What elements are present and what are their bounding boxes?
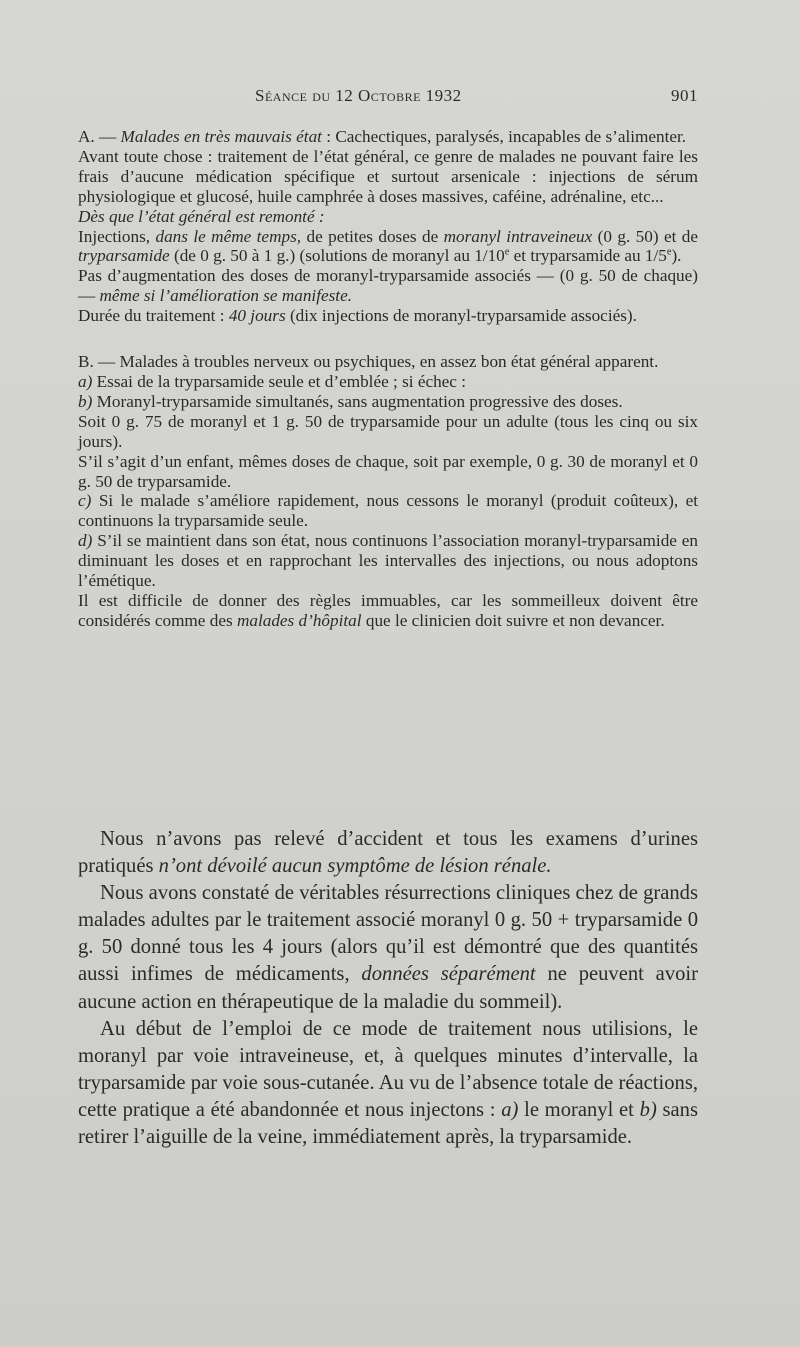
body-paragraph-1: Nous n’avons pas relevé d’accident et tous les examens d’urines pratiqués n’ont dévoilé aucun symptôme de lésion rénale. (78, 828, 698, 878)
section-a-paragraph-5: Durée du traitement : 40 jours (dix injections de moranyl-tryparsamide associés). (78, 306, 637, 326)
section-a-paragraph-1: Avant toute chose : traitement de l’état général, ce genre de malades ne pouvant faire les frais d’aucune médication spécifique et surtout arsenicale : injections de sérum physiologique et glucosé, huile camphrée à doses massives, caféine, adrénaline, etc... (78, 146, 698, 206)
section-b-final: Il est difficile de donner des règles immuables, car les sommeilleux doivent être considérés comme des malades d’hôpital que le clinicien doit suivre et non devancer. (78, 590, 698, 630)
body-paragraph-3: Au début de l’emploi de ce mode de traitement nous utilisions, le moranyl par voie intraveineuse, et, à quelques minutes d’intervalle, la tryparsamide par voie sous-cutanée. Au vu de l’absence totale de réactions, cette pratique a été abandonnée et nous injectons : a) le moranyl et b) sans retirer l’aiguille de la veine, immédiatement après, la tryparsamide. (78, 1017, 698, 1149)
section-b-item-c: c) Si le malade s’améliore rapidement, nous cessons le moranyl (produit coûteux), et continuons la tryparsamide seule. (78, 491, 699, 531)
section-b-dose-adult: Soit 0 g. 75 de moranyl et 1 g. 50 de tryparsamide pour un adulte (tous les cinq ou six jours). (78, 411, 698, 451)
section-b-heading: B. — Malades à troubles nerveux ou psychiques, en assez bon état général apparent. (78, 352, 659, 372)
section-b-item-a: a) Essai de la tryparsamide seule et d’emblée ; si échec : (78, 371, 467, 391)
section-b-dose-child: S’il s’agit d’un enfant, mêmes doses de chaque, soit par exemple, 0 g. 30 de moranyl et 0 g. 50 de tryparsamide. (78, 451, 698, 491)
section-a-paragraph-2: Dès que l’état général est remonté : (78, 206, 325, 226)
section-b-item-d: d) S’il se maintient dans son état, nous continuons l’association moranyl-tryparsamide en diminuant les doses et en rapprochant les intervalles des injections, ou nous adoptons l’émétique. (78, 531, 698, 591)
section-gap (78, 326, 698, 352)
page-number: 901 (671, 86, 698, 105)
small-print-section (78, 127, 698, 631)
section-a-paragraph-3: Injections, dans le même temps, de petites doses de moranyl intraveineux (0 g. 50) et de tryparsamide (de 0 g. 50 à 1 g.) (solutions de moranyl au 1/10e et tryparsamide au 1/5e). (78, 226, 698, 266)
running-title: Séance du 12 Octobre 1932 (255, 86, 462, 105)
body-text-section (78, 826, 698, 1151)
body-paragraph-2: Nous avons constaté de véritables résurrections cliniques chez de grands malades adultes par le traitement associé moranyl 0 g. 50 + tryparsamide 0 g. 50 donné tous les 4 jours (alors qu’il est démontré que des quantités aussi infimes de médicaments, données séparément ne peuvent avoir aucune action en thérapeutique de la maladie du sommeil). (78, 882, 698, 1013)
section-b-item-b: b) Moranyl-tryparsamide simultanés, sans augmentation progressive des doses. (78, 391, 623, 411)
section-a-heading: A. — Malades en très mauvais état : Cachectiques, paralysés, incapables de s’alimenter. (78, 127, 687, 146)
section-a-paragraph-4: Pas d’augmentation des doses de moranyl-tryparsamide associés — (0 g. 50 de chaque) — même si l’amélioration se manifeste. (78, 266, 698, 306)
